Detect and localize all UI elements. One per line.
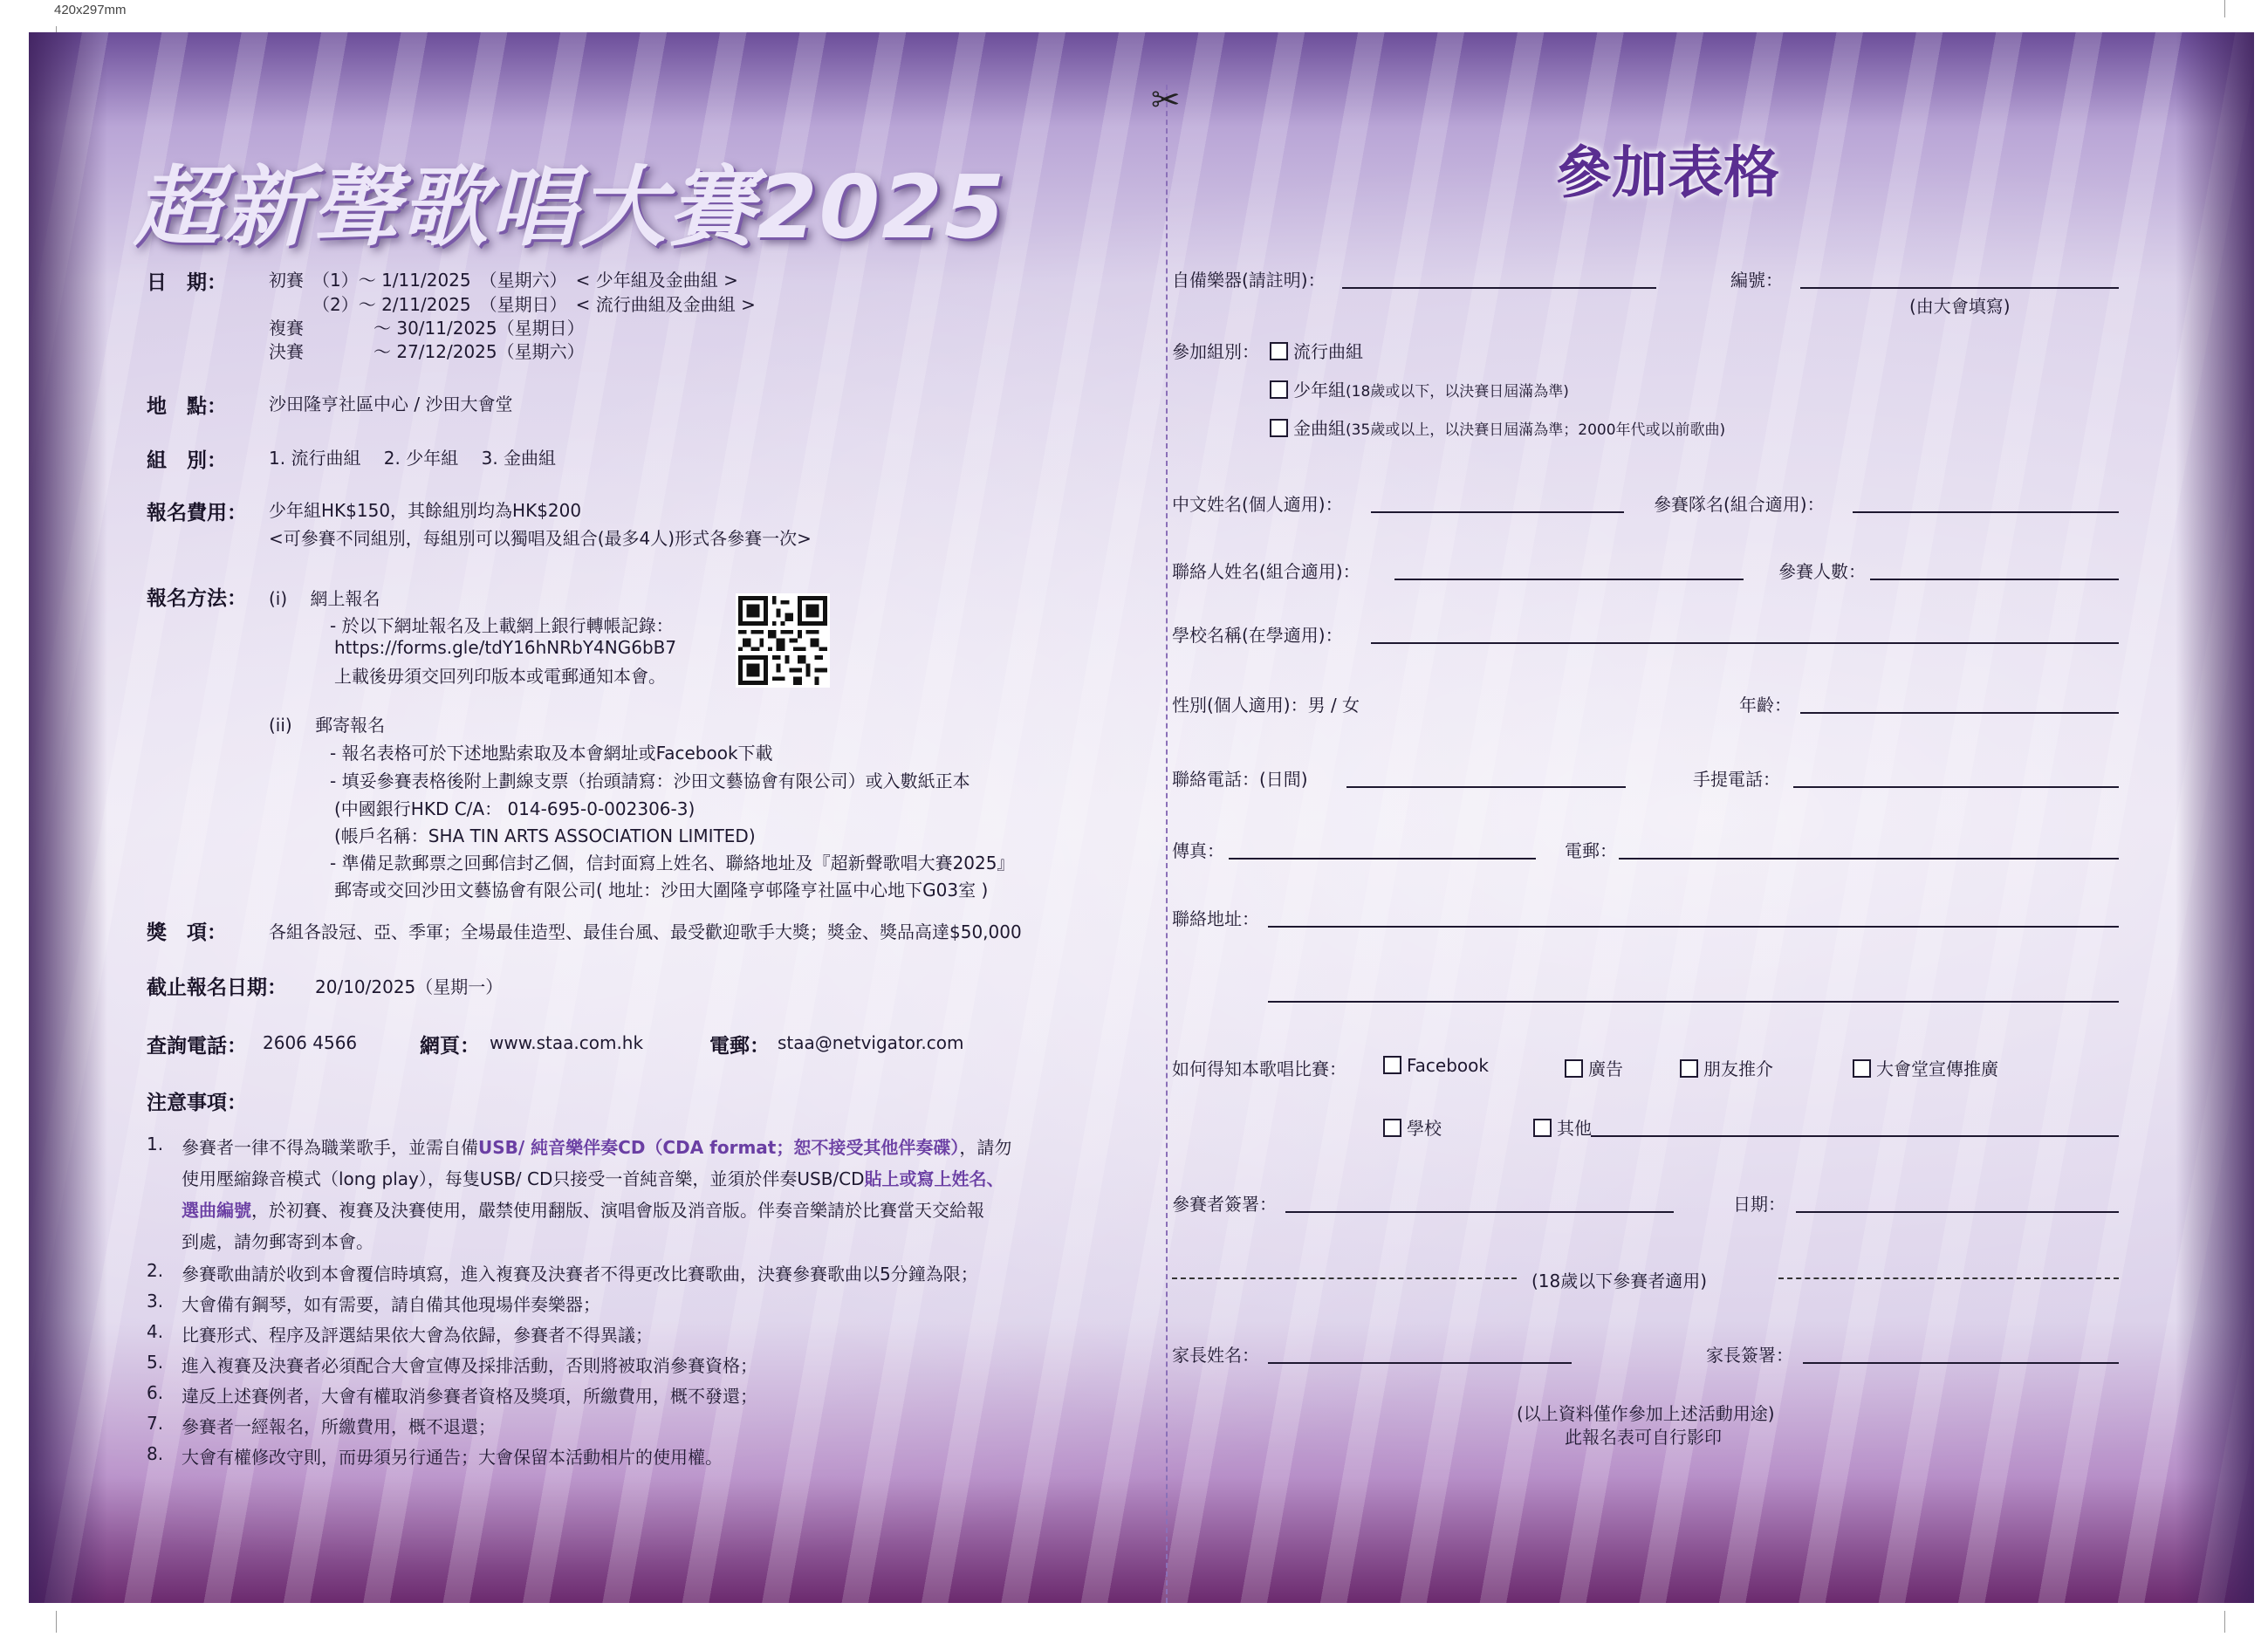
qr-code — [736, 593, 830, 688]
info-panel — [29, 32, 1163, 1603]
signature-field[interactable] — [1285, 1211, 1674, 1213]
poster — [29, 32, 2254, 1603]
note-1-line1: 參賽者一律不得為職業歌手，並需自備USB/ 純音樂伴奏CD（CDA format；恕不接受其他伴奏碟），請勿 — [182, 1137, 1012, 1158]
school-field[interactable] — [1371, 642, 2119, 644]
prize: 各組各設冠、亞、季軍；全場最佳造型、最佳台風、最受歡迎歌手大獎；獎金、獎品高達$50,000 — [269, 921, 1022, 942]
scissors-icon: ✂ — [1151, 80, 1181, 120]
checkbox[interactable] — [1383, 1056, 1401, 1074]
date-line: （2）～ 2/11/2025 （星期日） < 流行曲組及金曲組 > — [269, 294, 756, 315]
address-field[interactable] — [1268, 926, 2119, 928]
email-label: 電郵： — [709, 1035, 770, 1058]
note-1-line3: 選曲編號，於初賽、複賽及決賽使用，嚴禁使用翻版、演唱會版及消音版。伴奏音樂請於比賽當天交給報 — [182, 1200, 984, 1221]
school-label: 學校名稱(在學適用)： — [1172, 625, 1343, 646]
number-label: 編號： — [1730, 270, 1783, 291]
email-field[interactable] — [1619, 858, 2119, 860]
source-option-other[interactable]: 其他 — [1533, 1114, 1592, 1140]
group-label: 組 別： — [147, 449, 227, 472]
source-option-facebook[interactable]: Facebook — [1383, 1055, 1489, 1076]
fax-label: 傳真： — [1172, 840, 1224, 861]
note-item: 參賽歌曲請於收到本會覆信時填寫，進入複賽及決賽者不得更改比賽歌曲，決賽參賽歌曲以5分鐘為限； — [182, 1264, 978, 1284]
day-phone-field[interactable] — [1346, 786, 1626, 788]
fax-field[interactable] — [1229, 858, 1536, 860]
note-1-line4: 到處，請勿郵寄到本會。 — [182, 1231, 373, 1252]
method-line: 郵寄或交回沙田文藝協會有限公司( 地址：沙田大圍隆亨邨隆亨社區中心地下G03室 ) — [334, 880, 989, 901]
note-number: 6. — [147, 1382, 164, 1403]
source-option-townhall[interactable]: 大會堂宣傳推廣 — [1853, 1055, 1998, 1080]
number-field — [1800, 287, 2119, 289]
signature-label: 參賽者簽署： — [1172, 1194, 1277, 1215]
group-label: 參加組別： — [1172, 341, 1259, 362]
divider-left — [1172, 1277, 1517, 1279]
method-mail: (ii) 郵寄報名 — [269, 715, 386, 736]
fee-line: <可參賽不同組別，每組別可以獨唱及組合(最多4人)形式各參賽一次> — [269, 528, 812, 549]
method-online: (i) 網上報名 — [269, 588, 380, 609]
method-line: - 填妥參賽表格後附上劃線支票（抬頭請寫：沙田文藝協會有限公司）或入數紙正本 — [330, 771, 970, 791]
footer-note: (以上資料僅作參加上述活動用途) — [1517, 1403, 1775, 1424]
note-number: 1. — [147, 1134, 164, 1154]
note-item: 大會有權修改守則，而毋須另行通告；大會保留本活動相片的使用權。 — [182, 1447, 723, 1468]
note-item: 參賽者一經報名，所繳費用，概不退還； — [182, 1416, 496, 1437]
phone: 2606 4566 — [263, 1032, 358, 1053]
under18-note: (18歲以下參賽者適用) — [1531, 1271, 1708, 1291]
notes-label: 注意事項： — [147, 1092, 247, 1114]
parent-signature-label: 家長簽署： — [1706, 1345, 1793, 1366]
checkbox[interactable] — [1383, 1119, 1401, 1137]
email[interactable]: staa@netvigator.com — [778, 1032, 964, 1053]
event-title: 超新聲歌唱大賽2025 — [134, 156, 1007, 258]
number-note: (由大會填寫) — [1909, 296, 2011, 317]
crop-mark — [2224, 1611, 2225, 1633]
web-label: 網頁： — [420, 1035, 480, 1058]
note-number: 4. — [147, 1321, 164, 1342]
group-option-pop[interactable]: 流行曲組 — [1270, 338, 1363, 363]
group-option-youth[interactable]: 少年組(18歲或以下，以決賽日屆滿為準) — [1270, 376, 1569, 401]
prize-label: 獎 項： — [147, 921, 227, 944]
address-label: 聯絡地址： — [1172, 908, 1259, 929]
note-item: 大會備有鋼琴，如有需要，請自備其他現場伴奏樂器； — [182, 1294, 600, 1315]
team-name-label: 參賽隊名(組合適用)： — [1654, 494, 1825, 515]
note-item: 比賽形式、程序及評選結果依大會為依歸，參賽者不得異議； — [182, 1325, 653, 1346]
venue-label: 地 點： — [147, 395, 227, 418]
date-line: 決賽 ～ 27/12/2025（星期六） — [269, 341, 585, 362]
venue: 沙田隆亨社區中心 / 沙田大會堂 — [269, 394, 513, 414]
note-number: 3. — [147, 1291, 164, 1312]
count-label: 參賽人數： — [1778, 561, 1866, 582]
deadline: 20/10/2025（星期一） — [315, 976, 504, 997]
entry-form — [1172, 32, 2254, 1603]
source-option-friend[interactable]: 朋友推介 — [1680, 1055, 1773, 1080]
source-option-school[interactable]: 學校 — [1383, 1114, 1442, 1140]
date-field[interactable] — [1796, 1211, 2119, 1213]
checkbox[interactable] — [1533, 1119, 1552, 1137]
method-label: 報名方法： — [147, 587, 247, 610]
contact-name-label: 聯絡人姓名(組合適用)： — [1172, 561, 1360, 582]
team-name-field[interactable] — [1853, 511, 2119, 513]
age-field[interactable] — [1800, 712, 2119, 714]
email-label: 電郵： — [1565, 840, 1617, 861]
gender-label: 性別(個人適用)：男 / 女 — [1172, 695, 1360, 716]
note-number: 8. — [147, 1443, 164, 1464]
contact-name-field[interactable] — [1394, 579, 1744, 580]
checkbox[interactable] — [1270, 380, 1288, 399]
note-1-line2: 使用壓縮錄音模式（long play），每隻USB/ CD只接受一首純音樂，並須於伴奏USB/CD貼上或寫上姓名、 — [182, 1168, 1004, 1189]
cut-line — [1166, 85, 1168, 1603]
method-line: - 準備足款郵票之回郵信封乙個，信封面寫上姓名、聯絡地址及『超新聲歌唱大賽2025』 — [330, 853, 1015, 873]
mobile-field[interactable] — [1793, 786, 2119, 788]
source-label: 如何得知本歌唱比賽： — [1172, 1058, 1346, 1079]
footer-note: 此報名表可自行影印 — [1565, 1427, 1722, 1448]
crop-mark — [56, 1611, 57, 1633]
date-line: 複賽 ～ 30/11/2025（星期日） — [269, 318, 585, 339]
note-number: 7. — [147, 1413, 164, 1434]
date-line: 初賽 （1）～ 1/11/2025 （星期六） < 少年組及金曲組 > — [269, 270, 738, 291]
checkbox[interactable] — [1680, 1059, 1698, 1078]
form-title: 參加表格 — [1556, 141, 1779, 206]
deadline-label: 截止報名日期： — [147, 976, 287, 999]
method-url[interactable]: https://forms.gle/tdY16hNRbY4NG6bB7 — [334, 637, 677, 658]
method-line: (帳戶名稱：SHA TIN ARTS ASSOCIATION LIMITED) — [334, 825, 756, 846]
count-field[interactable] — [1870, 579, 2119, 580]
parent-name-field[interactable] — [1268, 1362, 1572, 1364]
groups: 1. 流行曲組 2. 少年組 3. 金曲組 — [269, 448, 557, 469]
method-line: - 報名表格可於下述地點索取及本會網址或Facebook下載 — [330, 743, 773, 764]
instrument-field[interactable] — [1342, 287, 1656, 289]
chinese-name-field[interactable] — [1371, 511, 1624, 513]
source-other-field[interactable] — [1591, 1135, 2119, 1137]
date-label: 日 期： — [147, 271, 227, 294]
note-item: 進入複賽及決賽者必須配合大會宣傳及採排活動，否則將被取消參賽資格； — [182, 1355, 757, 1376]
source-option-ad[interactable]: 廣告 — [1565, 1055, 1623, 1080]
age-label: 年齡： — [1739, 695, 1792, 716]
chinese-name-label: 中文姓名(個人適用)： — [1172, 494, 1343, 515]
checkbox[interactable] — [1565, 1059, 1583, 1078]
group-option-classic[interactable]: 金曲組(35歲或以上，以決賽日屆滿為準；2000年代或以前歌曲) — [1270, 414, 1725, 440]
date-label: 日期： — [1733, 1194, 1785, 1215]
checkbox[interactable] — [1853, 1059, 1871, 1078]
sheet-size-label: 420x297mm — [54, 3, 127, 17]
web[interactable]: www.staa.com.hk — [490, 1032, 644, 1053]
crop-mark — [2224, 0, 2225, 17]
note-number: 5. — [147, 1352, 164, 1373]
method-line: (中國銀行HKD C/A： 014-695-0-002306-3) — [334, 798, 695, 819]
mobile-label: 手提電話： — [1693, 769, 1780, 790]
method-line: - 於以下網址報名及上載網上銀行轉帳記錄： — [330, 615, 674, 636]
note-item: 違反上述賽例者，大會有權取消參賽者資格及獎項，所繳費用，概不發還； — [182, 1386, 757, 1407]
method-line: 上載後毋須交回列印版本或電郵通知本會。 — [334, 666, 666, 687]
address-field-2[interactable] — [1268, 1001, 2119, 1003]
divider-right — [1778, 1277, 2119, 1279]
checkbox[interactable] — [1270, 342, 1288, 360]
note-number: 2. — [147, 1260, 164, 1281]
instrument-label: 自備樂器(請註明)： — [1172, 270, 1326, 291]
day-phone-label: 聯絡電話：(日間) — [1172, 769, 1308, 790]
fee-label: 報名費用： — [147, 502, 247, 524]
parent-signature-field[interactable] — [1803, 1362, 2119, 1364]
fee-line: 少年組HK$150，其餘組別均為HK$200 — [269, 500, 582, 521]
checkbox[interactable] — [1270, 419, 1288, 437]
phone-label: 查詢電話： — [147, 1035, 247, 1058]
parent-name-label: 家長姓名： — [1172, 1345, 1259, 1366]
